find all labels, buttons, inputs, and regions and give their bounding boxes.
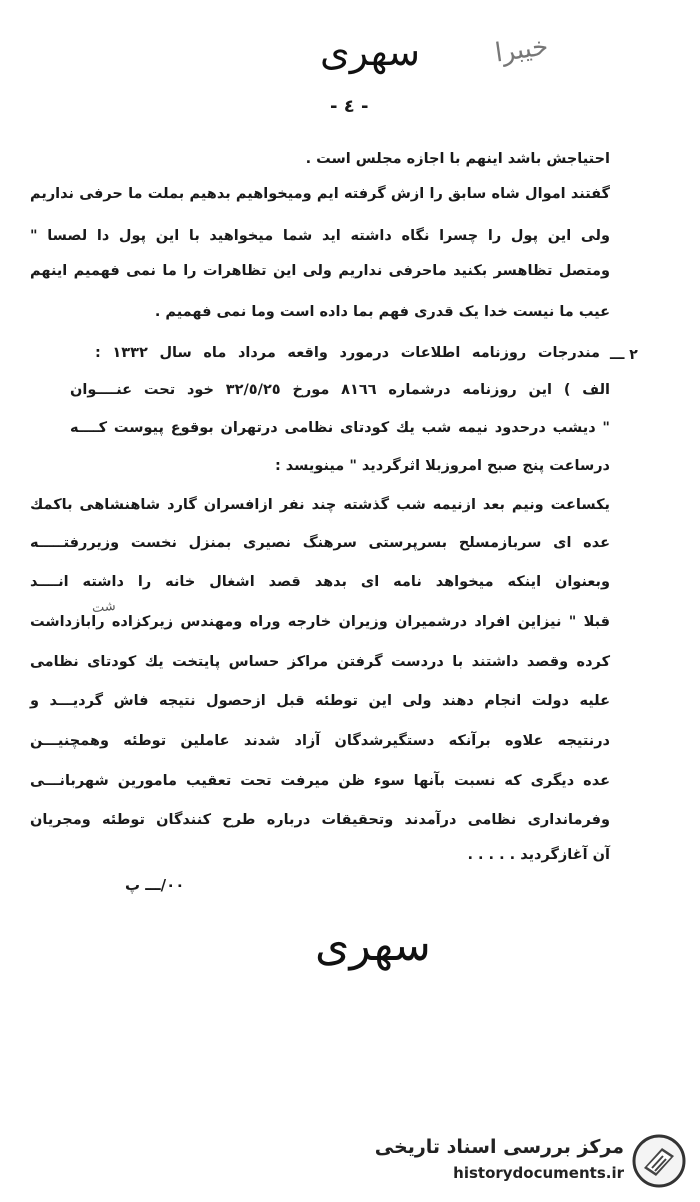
paragraph1-line: گفتند اموال شاه سابق را ازش گرفته ایم ومیخواهیم بدهیم بملت ما حرفی نداریم xyxy=(30,186,610,202)
item2-body-line: کرده وقصد داشتند با دردست گرفتن مراکز حساس پایتخت یك کودتای نظامی xyxy=(30,654,610,670)
scroll-logo-icon xyxy=(632,1134,686,1188)
item2-body-line: یکساعت ونیم بعد ازنیمه شب گذشته چند نفر ازافسران گارد شاهنشاهی باکمك xyxy=(30,497,610,513)
item2-body-line: درنتیجه علاوه برآنکه دستگیرشدگان آزاد شدند عاملین توطئه وهمچنیـــن xyxy=(30,733,610,749)
signature-bottom: سهری xyxy=(315,920,431,971)
reference-number: ٠٠/ـــ پ xyxy=(125,876,185,894)
item2-body-line: عده دیگری که نسبت بآنها سوء ظن میرفت تحت تعقیب مامورین شهربانـــی xyxy=(30,773,610,789)
item-number: ٢ ـــ xyxy=(610,347,638,363)
item2a-line: درساعت پنج صبح امروزبلا اثرگردید " مینویسد : xyxy=(274,458,610,474)
item2-body-line: آن آغازگردید . . . . . xyxy=(467,847,610,863)
paragraph1-line: احتیاجش باشد اینهم با اجازه مجلس است . xyxy=(305,151,610,167)
paragraph1-line: ولی این پول را چسرا نگاه داشته اید شما میخواهید با این پول دا لصسا " xyxy=(30,228,610,244)
item2a-line: الف ) این روزنامه درشماره ٨١٦٦ مورخ ٣٢/٥/٢٥ خود تحت عنــــوان xyxy=(70,382,610,398)
pencil-annotation: خیبرا xyxy=(493,31,551,69)
paragraph1-line: ومتصل تظاهسر بکنید ماحرفی نداریم ولی این تظاهرات را ما نمی فهمیم اینهم xyxy=(30,263,610,279)
margin-note: شت xyxy=(91,598,117,617)
item2-body-line: وفرمانداری نظامی درآمدند وتحقیقات درباره طرح کنندگان توطئه ومجریان xyxy=(30,812,610,828)
signature-top: سهری xyxy=(320,30,421,74)
item2-body-line: علیه دولت انجام دهند ولی این توطئه قبل ازحصول نتیجه فاش گردیـــد و xyxy=(30,693,610,709)
watermark-title: مرکز بررسی اسناد تاریخی xyxy=(374,1136,624,1158)
item2-body-line: عده ای سربازمسلح بسرپرستی سرهنگ نصیری بمنزل نخست وزیررفتـــــه xyxy=(30,535,610,551)
item2-body-line: وبعنوان اینکه میخواهد نامه ای بدهد قصد اشغال خانه را داشته انــــد xyxy=(30,574,610,590)
paragraph1-line: عیب ما نیست خدا یک قدری فهم بما داده است وما نمی فهمیم . xyxy=(154,304,610,320)
page-number: - ٤ - xyxy=(330,96,369,117)
watermark-url: historydocuments.ir xyxy=(453,1164,624,1182)
watermark xyxy=(374,1132,686,1188)
item2-body-line: قبلا " نیزاین افراد درشمیران وزیران خارجه وراه ومهندس زیرکزاده رابازداشت xyxy=(30,614,610,630)
item2a-line: " دیشب درحدود نیمه شب یك کودتای نظامی درتهران بوقوع پیوست کــــه xyxy=(70,420,610,436)
item2-heading: مندرجات روزنامه اطلاعات درمورد واقعه مرداد ماه سال ١٣٣٢ : xyxy=(95,345,600,361)
